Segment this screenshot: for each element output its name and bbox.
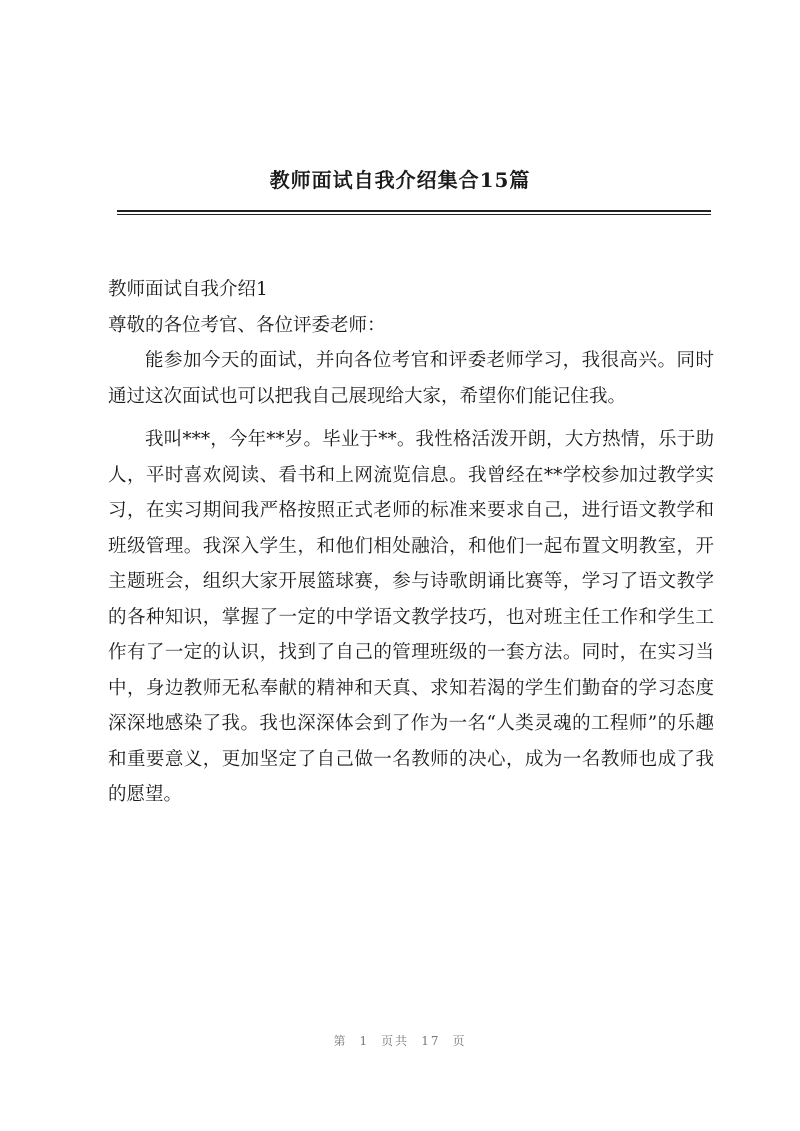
footer-middle: 页共 <box>381 1034 410 1048</box>
page-title: 教师面试自我介绍集合15篇 <box>269 168 531 192</box>
footer-prefix: 第 <box>333 1034 348 1048</box>
title-divider-thin <box>117 214 711 215</box>
paragraph-1: 能参加今天的面试，并向各位考官和评委老师学习，我很高兴。同时通过这次面试也可以把我自己展现给大家，希望你们能记住我。 <box>108 350 714 407</box>
page-footer <box>0 1032 800 1049</box>
total-pages: 17 <box>421 1034 441 1048</box>
footer-suffix: 页 <box>452 1034 467 1048</box>
page-number: 1 <box>359 1034 370 1048</box>
salutation: 尊敬的各位考官、各位评委老师： <box>108 314 386 336</box>
document-body <box>108 272 714 821</box>
title-divider <box>117 210 711 212</box>
paragraph-2: 我叫***，今年**岁。毕业于**。我性格活泼开朗，大方热情，乐于助人，平时喜欢阅读、看书和上网流览信息。我曾经在**学校参加过教学实习，在实习期间我严格按照正式老师的标准来要求自己，进行语文教学和班级管理。我深入学生，和他们相处融洽，和他们一起布置文明教室，开主题班会，组织大家开展篮球赛，参与诗歌朗诵比赛等，学习了语文教学的各种知识，掌握了一定的中学语文教学技巧，也对班主任工作和学生工作有了一定的认识，找到了自己的管理班级的一套方法。同时，在实习当中，身边教师无私奉献的精神和天真、求知若渴的学生们勤奋的学习态度深深地感染了我。我也深深体会到了作为一名“人类灵魂的工程师”的乐趣和重要意义，更加坚定了自己做一名教师的决心，成为一名教师也成了我的愿望。 <box>108 429 714 805</box>
section-heading: 教师面试自我介绍1 <box>108 279 268 300</box>
